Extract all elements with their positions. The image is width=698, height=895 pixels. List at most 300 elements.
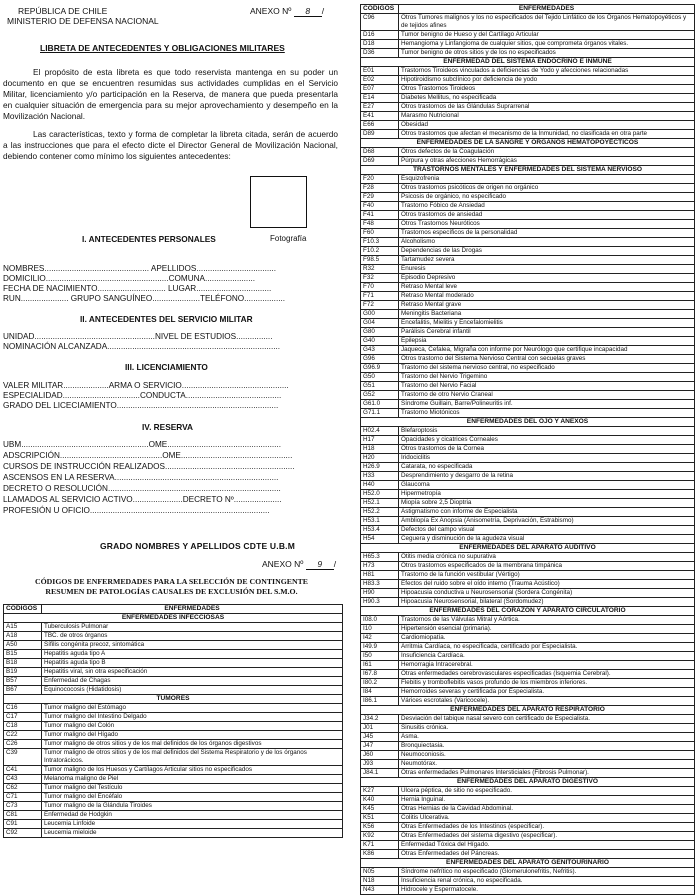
disease-description: Defectos del campo visual: [399, 526, 695, 535]
field-active-calls[interactable]: LLAMADOS AL SERVICIO ACTIVO......................DECRETO Nº.....................: [3, 495, 282, 504]
disease-description: Epilepsia: [399, 337, 695, 346]
annex-slash: /: [321, 6, 325, 16]
table-row: [4, 793, 343, 802]
disease-description: Desviación del tabique nasal severo con certificado de Especialista.: [399, 715, 695, 724]
disease-code: A50: [4, 641, 42, 650]
table-row: [361, 337, 695, 346]
disease-description: Retraso Mental leve: [399, 283, 695, 292]
table-row: [361, 355, 695, 364]
field-ubm[interactable]: UBM........................................................OME..................................................: [3, 440, 281, 449]
disease-description: Hernia Inguinal.: [399, 796, 695, 805]
category-heading: ENFERMEDADES DEL APARATO RESPIRATORIO: [361, 706, 695, 715]
disease-description: Esquizofrenia: [399, 175, 695, 184]
disease-description: Cardiomiopatía.: [399, 634, 695, 643]
table-row: [361, 571, 695, 580]
disease-code: C17: [4, 713, 42, 722]
table-row: [361, 436, 695, 445]
table-row: [361, 868, 695, 877]
table-row: [361, 76, 695, 85]
field-address[interactable]: DOMICILIO......................................................COMUNA......................: [3, 274, 256, 283]
table-row: [361, 229, 695, 238]
photo-label: Fotografía: [270, 234, 307, 243]
disease-code: I49.9: [361, 643, 399, 652]
annex-number: [250, 6, 324, 17]
table-row: [361, 877, 695, 886]
table-row: [361, 616, 695, 625]
disease-description: Tumor benigno de Hueso y del Cartílago Articular: [399, 31, 695, 40]
disease-description: Tumor maligno del Hígado: [42, 731, 343, 740]
table-row: [4, 784, 343, 793]
table-row: [361, 85, 695, 94]
disease-description: Enfermedad de Chagas: [42, 677, 343, 686]
disease-code: G40: [361, 337, 399, 346]
disease-code: E27: [361, 103, 399, 112]
field-run[interactable]: RUN..................... GRUPO SANGUÍNEO.....................TELÉFONO..................: [3, 294, 286, 303]
disease-code: H33: [361, 472, 399, 481]
table-row: [361, 346, 695, 355]
disease-description: Leucemia mieloide: [42, 829, 343, 838]
disease-description: Otros trastorno del Sistema Nervioso Central con secuelas graves: [399, 355, 695, 364]
disease-description: Sinusitis crónica.: [399, 724, 695, 733]
disease-description: Hemorragia Intracerebral.: [399, 661, 695, 670]
table-row: [4, 623, 343, 632]
table-row: [361, 49, 695, 58]
disease-code: C41: [4, 766, 42, 775]
disease-code: H81: [361, 571, 399, 580]
category-row: [361, 706, 695, 715]
table-row: [361, 805, 695, 814]
disease-description: Obesidad: [399, 121, 695, 130]
disease-code: F60: [361, 229, 399, 238]
category-row: [361, 139, 695, 148]
category-heading: TUMORES: [4, 695, 343, 704]
annex2-label: ANEXO Nº: [262, 559, 304, 569]
disease-code: E01: [361, 67, 399, 76]
disease-description: Ambliopía Ex Anopsia (Anisometría, Deprivación, Estrabismo): [399, 517, 695, 526]
disease-description: Otros trastornos de ansiedad: [399, 211, 695, 220]
disease-description: Jaqueca, Cefalea, Migraña con informe por Neurólogo que certifique incapacidad: [399, 346, 695, 355]
disease-code: G51: [361, 382, 399, 391]
table-row: [361, 382, 695, 391]
disease-code: B19: [4, 668, 42, 677]
disease-description: Hepatitis aguda tipo B: [42, 659, 343, 668]
table-row: [361, 31, 695, 40]
disease-code: C81: [4, 811, 42, 820]
table-row: [361, 148, 695, 157]
disease-code: H65.3: [361, 553, 399, 562]
disease-description: Otros trastornos psicóticos de origen no orgánico: [399, 184, 695, 193]
table-row: [361, 310, 695, 319]
category-heading: ENFERMEDADES DE LA SANGRE Y ÓRGANOS HEMATOPOYÉCTICOS: [361, 139, 695, 148]
disease-description: Marasmo Nutricional: [399, 112, 695, 121]
intro-paragraph: El propósito de esta libreta es que todo reservista mantenga en su poder un documento en que se encuentren resumidas sus actividades cumplidas en el Servicio Militar, licenciamiento y/o participación en la Reserva, de manera que pueda presentarla en cualquier situación de emergencia para su mejor aprovechamiento y desempeño en la Movilización Nacional.: [3, 67, 338, 121]
disease-description: Flebitis y tromboflebitis vasos profundo de los miembros inferiores.: [399, 679, 695, 688]
column-header-diseases: ENFERMEDADES: [399, 5, 695, 14]
disease-code: I67.8: [361, 670, 399, 679]
category-row: [361, 607, 695, 616]
table-row: [361, 760, 695, 769]
disease-description: Insuficiencia renal crónica, no especificada.: [399, 877, 695, 886]
disease-description: Trastorno Fóbico de Ansiedad: [399, 202, 695, 211]
disease-description: Tumor benigno de otros sitios y de los no especificados: [399, 49, 695, 58]
field-unit[interactable]: UNIDAD.....................................................NIVEL DE ESTUDIOS................: [3, 332, 273, 341]
table-row: [361, 499, 695, 508]
annex-number-2: [262, 559, 336, 570]
field-specialty[interactable]: ESPECIALIDAD..................................CONDUCTA..........................................: [3, 391, 282, 400]
category-heading: ENFERMEDAD DEL SISTEMA ENDOCRINO E INMUNE: [361, 58, 695, 67]
disease-description: Hemorroides severas y certificada por Especialista.: [399, 688, 695, 697]
table-row: [361, 328, 695, 337]
disease-codes-table-right: [360, 4, 695, 895]
disease-code: G50: [361, 373, 399, 382]
disease-code: H18: [361, 445, 399, 454]
table-row: [361, 112, 695, 121]
table-row: [4, 650, 343, 659]
disease-description: Ceguera y disminución de la agudeza visual: [399, 535, 695, 544]
disease-code: I61: [361, 661, 399, 670]
disease-code: E66: [361, 121, 399, 130]
disease-code: C96: [361, 14, 399, 31]
disease-description: Tumor maligno de los Huesos y Cartílagos Articular sitios no especificados: [42, 766, 343, 775]
disease-description: Otitis media crónica no supurativa: [399, 553, 695, 562]
field-decree[interactable]: DECRETO O RESOLUCIÓN............................................................................: [3, 484, 281, 493]
disease-code: C92: [4, 829, 42, 838]
disease-code: I10: [361, 625, 399, 634]
table-row: [361, 454, 695, 463]
table-row: [361, 427, 695, 436]
disease-description: Hipoacusia conductiva u Neurosensorial (Sordera Congénita): [399, 589, 695, 598]
column-header-codes: CODIGOS: [4, 605, 42, 614]
disease-description: Hipermetropía: [399, 490, 695, 499]
table-row: [361, 130, 695, 139]
table-row: [361, 157, 695, 166]
disease-description: Otras enfermedades cerebrovasculares especificadas (Isquemia Cerebral).: [399, 670, 695, 679]
table-row: [361, 697, 695, 706]
disease-description: Púrpura y otras afecciones Hemorrágicas: [399, 157, 695, 166]
disease-description: Tartamudez severa: [399, 256, 695, 265]
table-row: [361, 14, 695, 31]
disease-description: Otros trastornos especificados de la membrana timpánica: [399, 562, 695, 571]
disease-code: K92: [361, 832, 399, 841]
section-personal-title: I. ANTECEDENTES PERSONALES: [82, 234, 216, 244]
table-row: [361, 787, 695, 796]
disease-code: G52: [361, 391, 399, 400]
disease-code: R32: [361, 265, 399, 274]
table-row: [361, 256, 695, 265]
column-header-codes: CODIGOS: [361, 5, 399, 14]
field-courses[interactable]: CURSOS DE INSTRUCCIÓN REALIZADOS.........................................................: [3, 462, 295, 471]
annex2-value: 9: [306, 559, 334, 570]
table-row: [361, 175, 695, 184]
disease-code: D16: [361, 31, 399, 40]
disease-codes-table-left: [3, 604, 343, 838]
disease-code: N43: [361, 886, 399, 895]
disease-code: G43: [361, 346, 399, 355]
field-profession[interactable]: PROFESIÓN U OFICIO...............................................................................: [3, 506, 270, 515]
disease-description: Diabetes Mellitus, no especificada: [399, 94, 695, 103]
left-column: [0, 0, 343, 847]
disease-description: Enuresis: [399, 265, 695, 274]
disease-code: D36: [361, 49, 399, 58]
disease-description: Efectos del ruido sobre el oído interno (Trauma Acústico): [399, 580, 695, 589]
disease-code: H53.4: [361, 526, 399, 535]
disease-code: F29: [361, 193, 399, 202]
disease-description: Trastorno de otro Nervio Craneal: [399, 391, 695, 400]
disease-code: G61.0: [361, 400, 399, 409]
table-row: [361, 841, 695, 850]
country-name: REPÚBLICA DE CHILE: [18, 6, 108, 16]
disease-code: F72: [361, 301, 399, 310]
disease-description: Episodio Depresivo: [399, 274, 695, 283]
table-row: [361, 409, 695, 418]
disease-code: H54: [361, 535, 399, 544]
category-heading: ENFERMEDADES DEL OJO Y ANEXOS: [361, 418, 695, 427]
table-row: [361, 769, 695, 778]
disease-code: F20: [361, 175, 399, 184]
disease-description: Leucemia Linfoide: [42, 820, 343, 829]
disease-code: C39: [4, 749, 42, 766]
disease-description: Otras Enfermedades del Páncreas.: [399, 850, 695, 859]
section-reserve-title: IV. RESERVA: [142, 422, 194, 432]
category-heading: TRASTORNOS MENTALES Y ENFERMEDADES DEL SISTEMA NERVIOSO: [361, 166, 695, 175]
codes-title-line2: RESUMEN DE PATOLOGÍAS CAUSALES DE EXCLUSIÓN DEL S.M.O.: [45, 587, 298, 596]
disease-code: G96: [361, 355, 399, 364]
table-row: [361, 598, 695, 607]
table-row: [4, 659, 343, 668]
table-row: [4, 677, 343, 686]
table-row: [361, 67, 695, 76]
table-row: [361, 40, 695, 49]
disease-code: C22: [4, 731, 42, 740]
disease-description: Arritmia Cardíaca, no especificada, certificado por Especialista.: [399, 643, 695, 652]
table-row: [361, 283, 695, 292]
disease-code: G04: [361, 319, 399, 328]
category-row: [361, 544, 695, 553]
disease-code: K27: [361, 787, 399, 796]
disease-description: Colitis Ulcerativa.: [399, 814, 695, 823]
table-row: [361, 634, 695, 643]
disease-description: Otros trastornos que afectan el mecanismo de la Inmunidad, no clasificada en otra parte: [399, 130, 695, 139]
field-rank[interactable]: NOMINACIÓN ALCANZADA............................................................................: [3, 342, 281, 351]
table-row: [361, 445, 695, 454]
disease-description: Retraso Mental moderado: [399, 292, 695, 301]
table-row: [361, 373, 695, 382]
disease-description: Desprendimiento y desgarro de la retina: [399, 472, 695, 481]
disease-code: F40: [361, 202, 399, 211]
disease-code: H52.1: [361, 499, 399, 508]
disease-description: Tumor maligno de otros sitios y de los mal definidos de los órganos digestivos: [42, 740, 343, 749]
disease-description: Dependencias de las Drogas: [399, 247, 695, 256]
table-row: [4, 686, 343, 695]
disease-code: H40: [361, 481, 399, 490]
disease-code: G80: [361, 328, 399, 337]
disease-description: Úlcera péptica, de sitio no especificado.: [399, 787, 695, 796]
disease-description: Tumor maligno de otros sitios y de los mal definidos del Sistema Respiratorio y de los órganos Intratorácicos.: [42, 749, 343, 766]
table-row: [361, 589, 695, 598]
disease-code: J45: [361, 733, 399, 742]
disease-description: Otros trastornos de la Cornea: [399, 445, 695, 454]
disease-description: Insuficiencia Cardíaca.: [399, 652, 695, 661]
table-row: [4, 722, 343, 731]
disease-description: Neumoconiosis.: [399, 751, 695, 760]
disease-code: E02: [361, 76, 399, 85]
category-row: [4, 695, 343, 704]
category-row: [4, 614, 343, 623]
disease-code: H90: [361, 589, 399, 598]
table-row: [361, 400, 695, 409]
table-row: [361, 625, 695, 634]
table-row: [361, 850, 695, 859]
disease-code: E14: [361, 94, 399, 103]
disease-code: H52.2: [361, 508, 399, 517]
table-row: [4, 766, 343, 775]
disease-code: N18: [361, 877, 399, 886]
table-row: [4, 632, 343, 641]
disease-code: F41: [361, 211, 399, 220]
table-row: [361, 679, 695, 688]
disease-code: B67: [4, 686, 42, 695]
disease-code: J93: [361, 760, 399, 769]
table-row: [361, 121, 695, 130]
disease-code: B57: [4, 677, 42, 686]
disease-description: Iridociclitis: [399, 454, 695, 463]
disease-code: H73: [361, 562, 399, 571]
table-row: [4, 704, 343, 713]
table-row: [4, 749, 343, 766]
disease-code: F10.2: [361, 247, 399, 256]
table-row: [4, 775, 343, 784]
disease-description: Meningitis Bacteriana: [399, 310, 695, 319]
disease-code: K86: [361, 850, 399, 859]
disease-description: Hipotiroidismo subclínico por deficiencia de yodo: [399, 76, 695, 85]
disease-code: K40: [361, 796, 399, 805]
annex-label: ANEXO Nº: [250, 6, 292, 16]
table-row: [4, 731, 343, 740]
table-row: [361, 193, 695, 202]
disease-description: Tuberculosis Pulmonar: [42, 623, 343, 632]
field-military-value[interactable]: VALER MILITAR....................ARMA O SERVICIO...............................................: [3, 381, 289, 390]
category-heading: ENFERMEDADES INFECCIOSAS: [4, 614, 343, 623]
disease-description: Trastorno del Nervio Facial: [399, 382, 695, 391]
table-row: [361, 202, 695, 211]
table-row: [361, 508, 695, 517]
disease-description: Encefalitis, Mielitis y Encefalomielitis: [399, 319, 695, 328]
category-row: [361, 859, 695, 868]
disease-description: Melanoma maligno de Piel: [42, 775, 343, 784]
table-row: [361, 103, 695, 112]
table-row: [361, 886, 695, 895]
disease-code: C71: [4, 793, 42, 802]
field-discharge-grade[interactable]: GRADO DEL LICECIAMIENTO.......................................................................: [3, 401, 279, 410]
table-row: [361, 661, 695, 670]
disease-code: I08.0: [361, 616, 399, 625]
disease-code: G00: [361, 310, 399, 319]
disease-code: H26.9: [361, 463, 399, 472]
disease-code: K45: [361, 805, 399, 814]
disease-description: Astigmatismo con informe de Especialista: [399, 508, 695, 517]
disease-description: Parálisis Cerebral infantil: [399, 328, 695, 337]
annex-value: 8: [294, 6, 322, 17]
disease-description: Retraso Mental grave: [399, 301, 695, 310]
table-row: [361, 724, 695, 733]
table-row: [4, 811, 343, 820]
document-title: LIBRETA DE ANTECEDENTES Y OBLIGACIONES MILITARES: [40, 43, 285, 53]
field-birth[interactable]: FECHA DE NACIMIENTO.............................. LUGAR.................................: [3, 284, 272, 293]
disease-description: Trastorno Miotónicos: [399, 409, 695, 418]
category-heading: ENFERMEDADES DEL APARATO GENITOURINARIO: [361, 859, 695, 868]
disease-description: Enfermedad Tóxica del Hígado.: [399, 841, 695, 850]
table-row: [361, 580, 695, 589]
disease-description: Otras Hernias de la Cavidad Abdominal.: [399, 805, 695, 814]
table-row: [361, 481, 695, 490]
table-row: [4, 641, 343, 650]
disease-description: Otros defectos de la Coagulación: [399, 148, 695, 157]
disease-description: Hipertensión esencial (primaria).: [399, 625, 695, 634]
disease-description: Síndrome Guillain, Barre/Polineuritis inf.: [399, 400, 695, 409]
disease-code: C18: [4, 722, 42, 731]
disease-code: B15: [4, 650, 42, 659]
disease-code: C43: [4, 775, 42, 784]
field-names[interactable]: NOMBRES.............................................. APELLIDOS...................................: [3, 264, 276, 273]
category-row: [361, 58, 695, 67]
disease-code: H90.3: [361, 598, 399, 607]
table-row: [361, 265, 695, 274]
disease-description: Otras Enfermedades del sistema digestivo (especificar).: [399, 832, 695, 841]
table-header-row: [361, 5, 695, 14]
field-assignment[interactable]: ADSCRIPCIÓN.............................................OME.................................................: [3, 451, 293, 460]
disease-description: Tumor maligno del Intestino Delgado: [42, 713, 343, 722]
disease-description: Síndrome nefrítico no especificado (Glomerulonefritis, Nefritis).: [399, 868, 695, 877]
disease-code: N05: [361, 868, 399, 877]
table-row: [361, 814, 695, 823]
field-promotions[interactable]: ASCENSOS EN LA RESERVA........................................................................: [3, 473, 279, 482]
disease-code: F28: [361, 184, 399, 193]
table-row: [361, 220, 695, 229]
disease-description: Várices escrotales (Varicocele).: [399, 697, 695, 706]
table-row: [361, 94, 695, 103]
table-row: [361, 526, 695, 535]
disease-description: Neumotórax.: [399, 760, 695, 769]
instructions-paragraph: Las características, texto y forma de completar la libreta citada, serán de acuerdo a las instrucciones que para el efecto dicte el Director General de Movilización Nacional, debiendo contener como mínimo los siguientes antecedentes:: [3, 129, 338, 161]
disease-code: J47: [361, 742, 399, 751]
category-row: [361, 778, 695, 787]
disease-description: Tumor maligno del Estómago: [42, 704, 343, 713]
disease-code: B18: [4, 659, 42, 668]
table-row: [361, 553, 695, 562]
table-row: [361, 247, 695, 256]
table-row: [361, 742, 695, 751]
disease-code: A15: [4, 623, 42, 632]
table-row: [4, 820, 343, 829]
disease-code: C62: [4, 784, 42, 793]
table-row: [361, 652, 695, 661]
category-heading: ENFERMEDADES DEL APARATO AUDITIVO: [361, 544, 695, 553]
table-row: [361, 751, 695, 760]
disease-description: Trastornos Tiroideos vinculados a deficiencias de Yodo y afecciones relacionadas: [399, 67, 695, 76]
disease-code: G96.9: [361, 364, 399, 373]
table-row: [361, 733, 695, 742]
table-row: [361, 688, 695, 697]
codes-title-line1: CÓDIGOS DE ENFERMEDADES PARA LA SELECCIÓN DE CONTINGENTE: [34, 577, 308, 586]
disease-description: Hepatitis aguda tipo A: [42, 650, 343, 659]
disease-code: K56: [361, 823, 399, 832]
disease-description: Opacidades y cicatrices Corneales: [399, 436, 695, 445]
disease-code: G71.1: [361, 409, 399, 418]
disease-code: J01: [361, 724, 399, 733]
table-row: [361, 796, 695, 805]
disease-code: F71: [361, 292, 399, 301]
disease-code: E41: [361, 112, 399, 121]
